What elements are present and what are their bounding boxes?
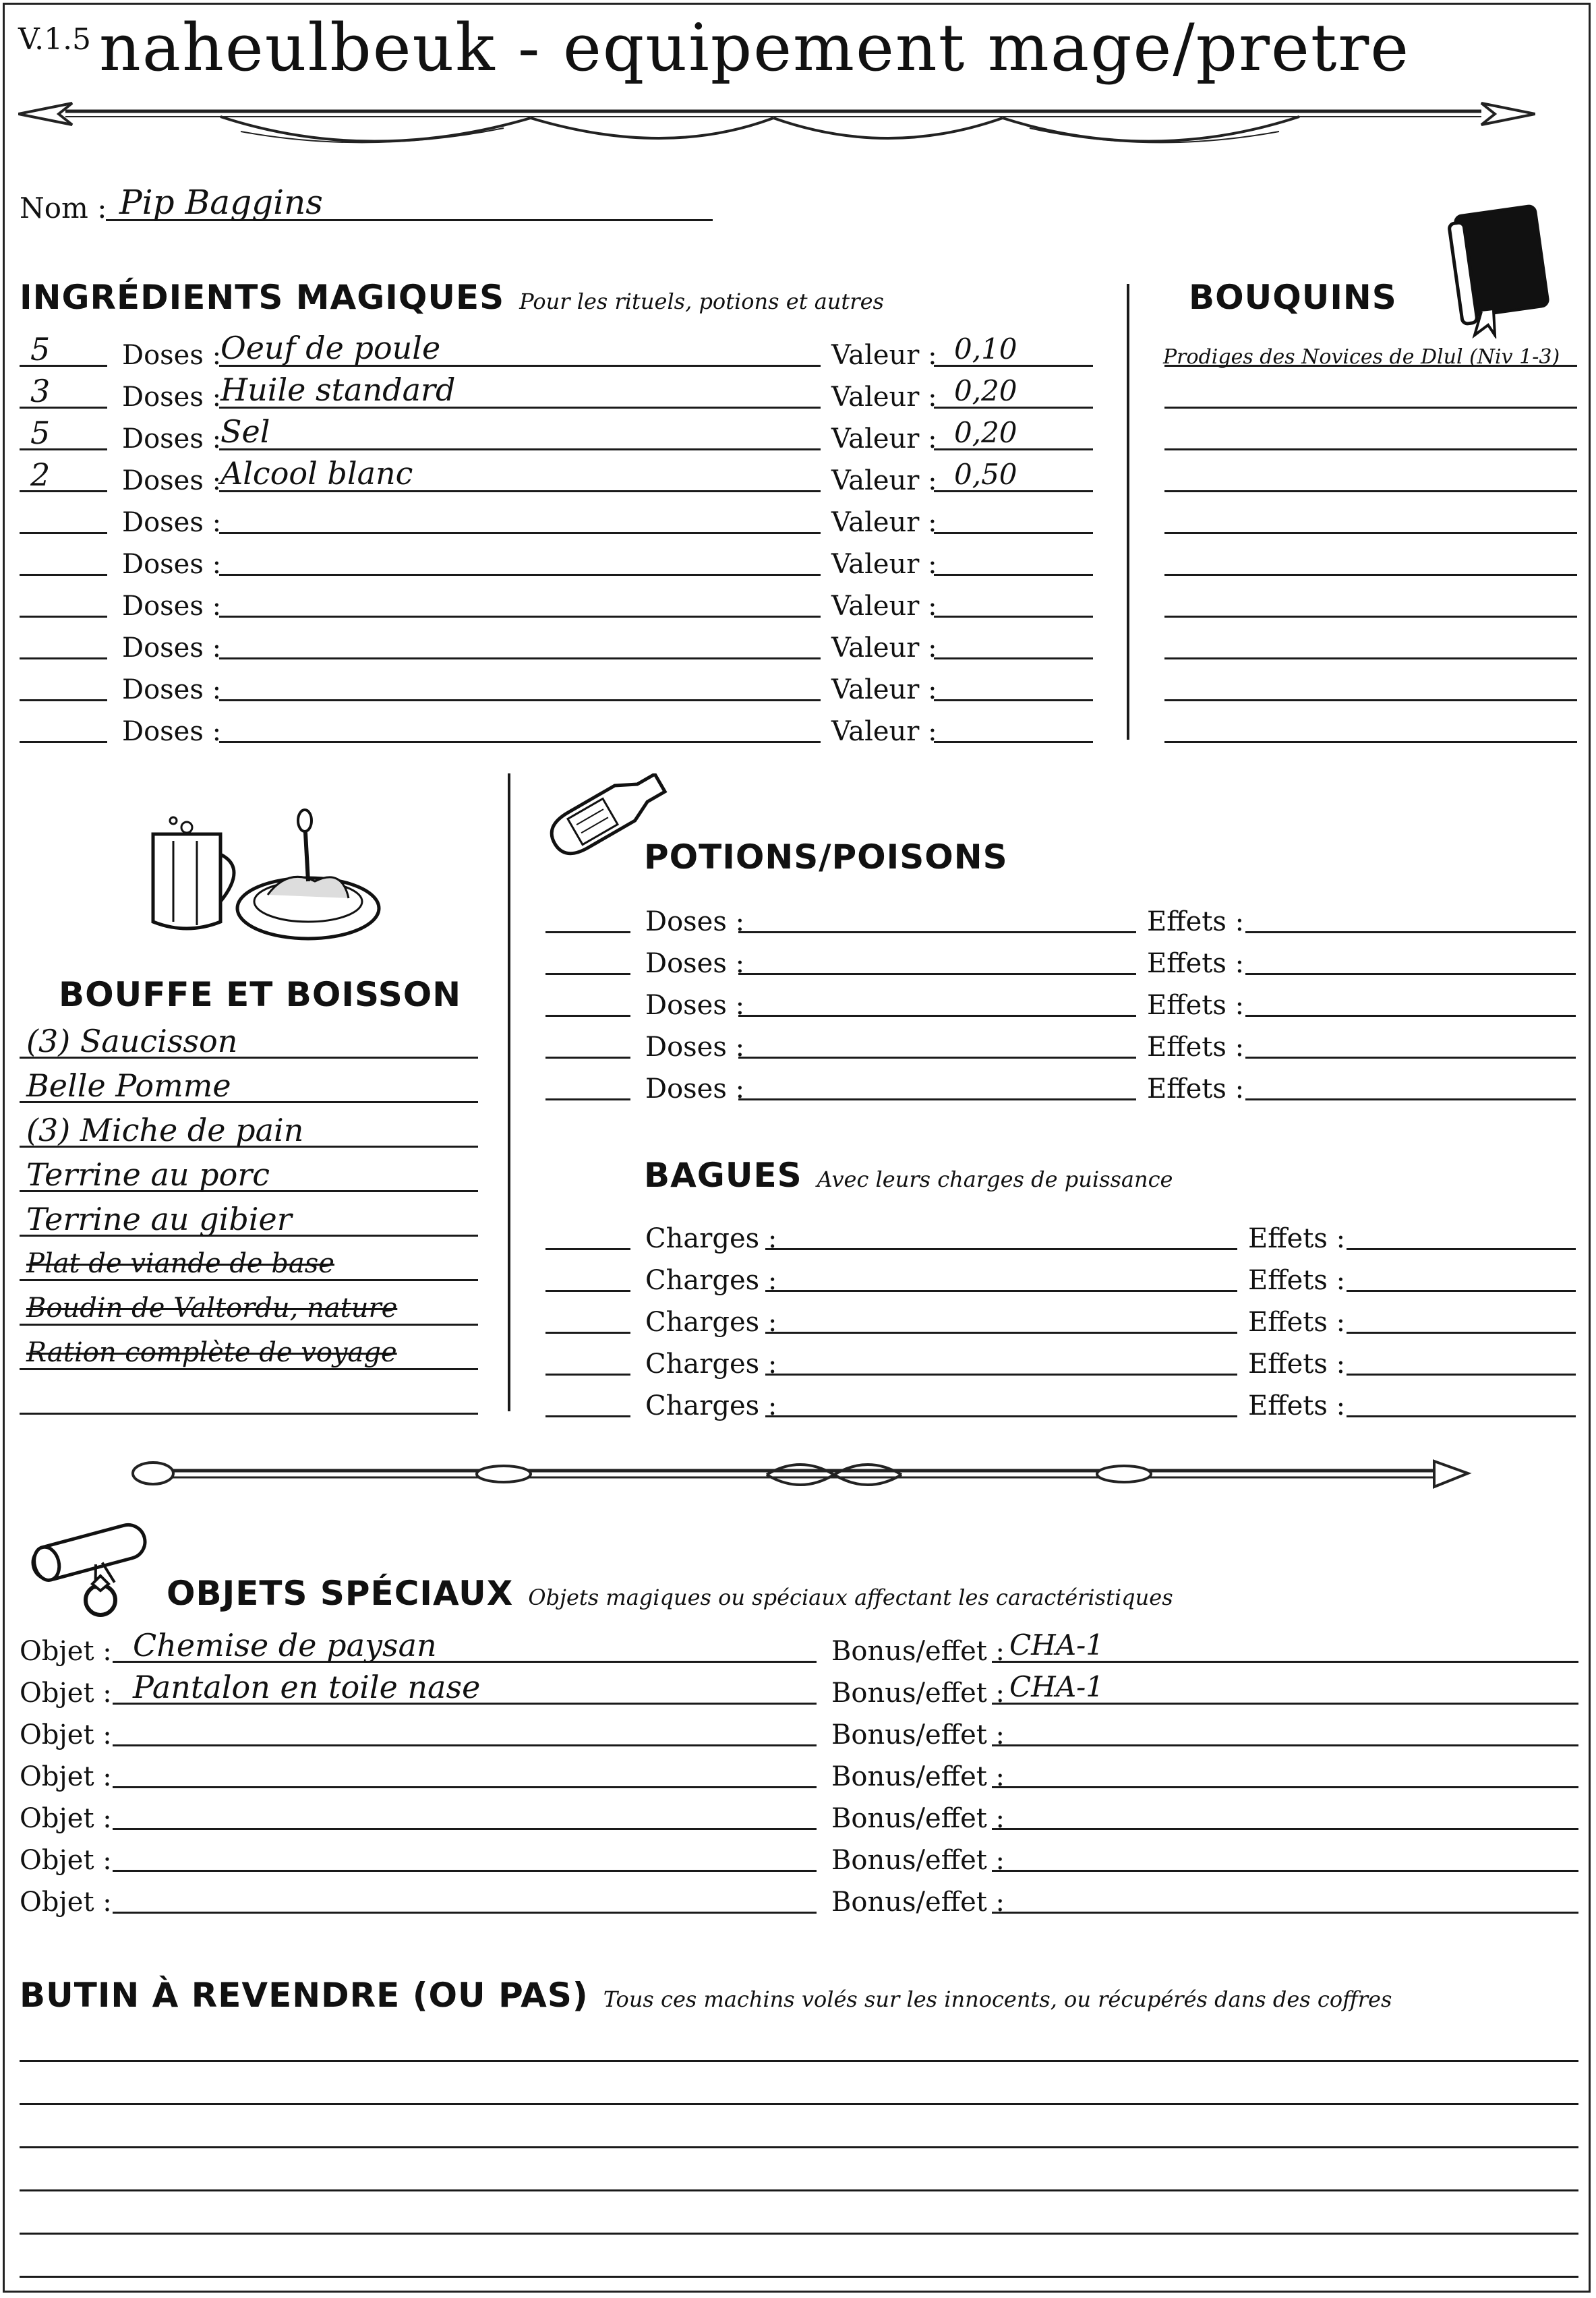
ingredients-title bbox=[20, 280, 884, 319]
ingredient-value[interactable]: 0,10 bbox=[954, 332, 1017, 365]
valeur-label: Valeur : bbox=[831, 716, 937, 747]
potion-qty-line[interactable] bbox=[545, 1015, 630, 1017]
doses-label: Doses : bbox=[122, 716, 222, 747]
ingredient-row bbox=[5, 583, 1111, 625]
book-row bbox=[1162, 667, 1580, 709]
doses-label: Doses : bbox=[122, 465, 222, 496]
potion-name-line[interactable] bbox=[738, 931, 1136, 933]
bouquins-title: BOUQUINS bbox=[1189, 278, 1397, 317]
ingredient-name[interactable]: Sel bbox=[220, 413, 270, 450]
food-row bbox=[5, 1066, 490, 1108]
book-line bbox=[1164, 532, 1577, 534]
character-sheet bbox=[3, 3, 1591, 2293]
objet-label: Objet : bbox=[20, 1845, 112, 1876]
objets-title bbox=[167, 1576, 1173, 1615]
potion-effect-line[interactable] bbox=[1245, 1057, 1576, 1059]
name-field[interactable]: Pip Baggins bbox=[119, 183, 323, 222]
ingredient-row bbox=[5, 500, 1111, 541]
potion-row bbox=[537, 899, 1583, 941]
objet-label: Objet : bbox=[20, 1678, 112, 1709]
book-line bbox=[1164, 741, 1577, 743]
book-row bbox=[1162, 541, 1580, 583]
ingredient-value-line bbox=[934, 657, 1093, 659]
potion-row bbox=[537, 982, 1583, 1024]
book-row bbox=[1162, 332, 1580, 374]
food-row bbox=[5, 1289, 490, 1330]
ingredient-qty[interactable]: 2 bbox=[30, 456, 51, 493]
book-row bbox=[1162, 625, 1580, 667]
food-line bbox=[20, 1413, 478, 1415]
butin-list bbox=[5, 2028, 1589, 2291]
objet-name-line bbox=[113, 1786, 817, 1788]
valeur-label: Valeur : bbox=[831, 507, 937, 538]
ingredients-title-text: INGRÉDIENTS MAGIQUES bbox=[20, 278, 505, 317]
valeur-label: Valeur : bbox=[831, 632, 937, 664]
ingredient-row bbox=[5, 374, 1111, 416]
effets-label: Effets : bbox=[1248, 1390, 1346, 1421]
potion-row bbox=[537, 941, 1583, 982]
bonus-label: Bonus/effet : bbox=[831, 1761, 1005, 1792]
ingredient-name-line bbox=[219, 574, 821, 576]
ingredient-name[interactable]: Alcool blanc bbox=[220, 455, 413, 492]
doses-label: Doses : bbox=[122, 382, 222, 413]
food-line bbox=[20, 1324, 478, 1326]
loot-line[interactable] bbox=[20, 2233, 1578, 2235]
objets-table bbox=[5, 1628, 1589, 1925]
doses-label: Doses : bbox=[122, 507, 222, 538]
ring-charges-line[interactable] bbox=[765, 1415, 1237, 1417]
book-row bbox=[1162, 458, 1580, 500]
ingredient-row bbox=[5, 332, 1111, 374]
version-label: V.1.5 bbox=[18, 22, 92, 57]
ingredient-value-line bbox=[934, 699, 1093, 701]
bonus-label: Bonus/effet : bbox=[831, 1845, 1005, 1876]
bouffe-list bbox=[5, 1022, 490, 1426]
ingredient-name-line bbox=[219, 616, 821, 618]
valeur-label: Valeur : bbox=[831, 423, 937, 454]
objet-row bbox=[5, 1837, 1589, 1879]
book-title[interactable]: Prodiges des Novices de Dlul (Niv 1-3) bbox=[1163, 345, 1560, 369]
ingredient-value-line bbox=[934, 574, 1093, 576]
ingredients-subtitle: Pour les rituels, potions et autres bbox=[519, 289, 884, 314]
ring-effect-line[interactable] bbox=[1347, 1332, 1576, 1334]
valeur-label: Valeur : bbox=[831, 674, 937, 705]
potion-effect-line[interactable] bbox=[1245, 1015, 1576, 1017]
objet-name[interactable]: Pantalon en toile nase bbox=[133, 1669, 481, 1705]
objet-name-line bbox=[113, 1912, 817, 1914]
ingredient-value[interactable]: 0,20 bbox=[954, 416, 1017, 449]
ring-row bbox=[537, 1258, 1583, 1299]
food-row bbox=[5, 1022, 490, 1063]
potion-qty-line[interactable] bbox=[545, 1057, 630, 1059]
doses-label: Doses : bbox=[122, 340, 222, 371]
doses-label: Doses : bbox=[122, 674, 222, 705]
ingredient-row bbox=[5, 667, 1111, 709]
ingredients-table bbox=[5, 332, 1111, 750]
ring-row bbox=[537, 1341, 1583, 1383]
butin-title-text: BUTIN À REVENDRE (OU PAS) bbox=[20, 1976, 589, 2015]
doses-label: Doses : bbox=[122, 591, 222, 622]
ingredient-row bbox=[5, 413, 1111, 458]
ingredient-qty[interactable]: 3 bbox=[30, 373, 51, 409]
objet-bonus[interactable]: CHA-1 bbox=[1009, 1628, 1104, 1661]
ring-charges-line[interactable] bbox=[765, 1374, 1237, 1376]
ingredient-qty-line bbox=[20, 741, 107, 743]
objet-label: Objet : bbox=[20, 1636, 112, 1667]
food-item[interactable]: Terrine au porc bbox=[26, 1156, 270, 1193]
loot-line[interactable] bbox=[20, 2146, 1578, 2148]
ring-effect-line[interactable] bbox=[1347, 1290, 1576, 1292]
food-row bbox=[5, 1244, 490, 1286]
food-item[interactable]: Plat de viande de base bbox=[26, 1248, 334, 1279]
objet-bonus-line bbox=[992, 1828, 1578, 1830]
effets-label: Effets : bbox=[1248, 1265, 1346, 1296]
valeur-label: Valeur : bbox=[831, 465, 937, 496]
book-line bbox=[1164, 490, 1577, 492]
ring-row bbox=[537, 1383, 1583, 1425]
bagues-table bbox=[537, 1216, 1583, 1438]
ingredients-bouquins-divider bbox=[1127, 284, 1129, 740]
ring-effect-line[interactable] bbox=[1347, 1415, 1576, 1417]
ingredient-value-line bbox=[934, 532, 1093, 534]
objet-label: Objet : bbox=[20, 1761, 112, 1792]
ingredient-qty[interactable]: 5 bbox=[30, 415, 51, 451]
bonus-label: Bonus/effet : bbox=[831, 1678, 1005, 1709]
effets-label: Effets : bbox=[1147, 906, 1245, 937]
butin-title bbox=[20, 1978, 1392, 2017]
food-line bbox=[20, 1368, 478, 1370]
food-platter-icon bbox=[140, 807, 382, 942]
ring-effect-line[interactable] bbox=[1347, 1374, 1576, 1376]
potion-effect-line[interactable] bbox=[1245, 973, 1576, 975]
food-row bbox=[5, 1155, 490, 1197]
ring-qty-line[interactable] bbox=[545, 1374, 630, 1376]
book-line bbox=[1164, 699, 1577, 701]
ring-qty-line[interactable] bbox=[545, 1415, 630, 1417]
objet-label: Objet : bbox=[20, 1803, 112, 1834]
ingredient-name-line bbox=[219, 699, 821, 701]
bagues-title-text: BAGUES bbox=[644, 1156, 802, 1195]
objet-row bbox=[5, 1754, 1589, 1796]
valeur-label: Valeur : bbox=[831, 382, 937, 413]
objet-label: Objet : bbox=[20, 1719, 112, 1750]
potions-title: POTIONS/POISONS bbox=[644, 837, 1008, 877]
objet-bonus-line bbox=[992, 1912, 1578, 1914]
food-item[interactable]: (3) Saucisson bbox=[26, 1023, 238, 1059]
charges-label: Charges : bbox=[645, 1349, 777, 1380]
food-item[interactable]: Boudin de Valtordu, nature bbox=[26, 1293, 398, 1324]
ring-qty-line[interactable] bbox=[545, 1332, 630, 1334]
ingredient-qty-line bbox=[20, 616, 107, 618]
food-row bbox=[5, 1200, 490, 1241]
bonus-label: Bonus/effet : bbox=[831, 1803, 1005, 1834]
food-line bbox=[20, 1279, 478, 1281]
doses-label: Doses : bbox=[645, 906, 745, 937]
objet-bonus[interactable]: CHA-1 bbox=[1009, 1670, 1104, 1703]
potion-row bbox=[537, 1024, 1583, 1066]
potion-name-line[interactable] bbox=[738, 1015, 1136, 1017]
page-title: naheulbeuk - equipement mage/pretre bbox=[99, 10, 1411, 86]
ring-qty-line[interactable] bbox=[545, 1248, 630, 1250]
effets-label: Effets : bbox=[1147, 990, 1245, 1021]
potion-qty-line[interactable] bbox=[545, 1098, 630, 1100]
book-line bbox=[1164, 616, 1577, 618]
potion-effect-line[interactable] bbox=[1245, 931, 1576, 933]
bonus-label: Bonus/effet : bbox=[831, 1887, 1005, 1918]
ring-charges-line[interactable] bbox=[765, 1290, 1237, 1292]
book-icon bbox=[1434, 197, 1556, 338]
doses-label: Doses : bbox=[122, 632, 222, 664]
ingredient-row bbox=[5, 625, 1111, 667]
ingredient-value[interactable]: 0,20 bbox=[954, 374, 1017, 407]
ingredient-qty-line bbox=[20, 532, 107, 534]
food-row bbox=[5, 1333, 490, 1375]
ring-charges-line[interactable] bbox=[765, 1248, 1237, 1250]
objet-name-line bbox=[113, 1828, 817, 1830]
loot-line[interactable] bbox=[20, 2189, 1578, 2191]
butin-subtitle: Tous ces machins volés sur les innocents, ou récupérés dans des coffres bbox=[603, 1986, 1392, 2012]
food-row bbox=[5, 1378, 490, 1419]
valeur-label: Valeur : bbox=[831, 549, 937, 580]
effets-label: Effets : bbox=[1147, 948, 1245, 979]
book-row bbox=[1162, 709, 1580, 750]
potion-name-line[interactable] bbox=[738, 1057, 1136, 1059]
book-row bbox=[1162, 583, 1580, 625]
objet-bonus-line bbox=[992, 1870, 1578, 1872]
doses-label: Doses : bbox=[122, 549, 222, 580]
objet-bonus-line bbox=[992, 1744, 1578, 1746]
book-line bbox=[1164, 407, 1577, 409]
potion-row bbox=[537, 1066, 1583, 1108]
ring-qty-line[interactable] bbox=[545, 1290, 630, 1292]
ingredient-name-line bbox=[219, 448, 821, 450]
objet-row bbox=[5, 1879, 1589, 1921]
potion-qty-line[interactable] bbox=[545, 973, 630, 975]
food-item[interactable]: Terrine au gibier bbox=[26, 1201, 292, 1237]
effets-label: Effets : bbox=[1147, 1032, 1245, 1063]
objet-row bbox=[5, 1796, 1589, 1837]
objet-row bbox=[5, 1628, 1589, 1670]
objets-subtitle: Objets magiques ou spéciaux affectant les caractéristiques bbox=[528, 1585, 1173, 1610]
objet-name[interactable]: Chemise de paysan bbox=[133, 1627, 437, 1663]
ingredient-value[interactable]: 0,50 bbox=[954, 458, 1017, 491]
objets-title-text: OBJETS SPÉCIAUX bbox=[167, 1574, 514, 1613]
ingredient-name-line bbox=[219, 532, 821, 534]
book-line bbox=[1164, 574, 1577, 576]
ingredient-name-line bbox=[219, 657, 821, 659]
ring-charges-line[interactable] bbox=[765, 1332, 1237, 1334]
loot-line[interactable] bbox=[20, 2276, 1578, 2278]
food-row bbox=[5, 1111, 490, 1152]
effets-label: Effets : bbox=[1147, 1073, 1245, 1104]
doses-label: Doses : bbox=[645, 1032, 745, 1063]
ingredient-value-line bbox=[934, 616, 1093, 618]
bonus-label: Bonus/effet : bbox=[831, 1636, 1005, 1667]
sword-divider-icon bbox=[18, 91, 1535, 152]
valeur-label: Valeur : bbox=[831, 340, 937, 371]
objet-bonus-line bbox=[992, 1786, 1578, 1788]
ring-row bbox=[537, 1299, 1583, 1341]
ingredient-row bbox=[5, 709, 1111, 750]
ingredient-row bbox=[5, 455, 1111, 500]
doses-label: Doses : bbox=[645, 948, 745, 979]
food-item[interactable]: Belle Pomme bbox=[26, 1067, 231, 1104]
book-line bbox=[1164, 657, 1577, 659]
bonus-label: Bonus/effet : bbox=[831, 1719, 1005, 1750]
book-row bbox=[1162, 416, 1580, 458]
staff-divider-icon bbox=[126, 1448, 1475, 1502]
book-row bbox=[1162, 500, 1580, 541]
effets-label: Effets : bbox=[1248, 1223, 1346, 1254]
doses-label: Doses : bbox=[645, 1073, 745, 1104]
food-item[interactable]: (3) Miche de pain bbox=[26, 1112, 304, 1148]
ingredient-qty[interactable]: 5 bbox=[30, 331, 51, 367]
book-row bbox=[1162, 374, 1580, 416]
ingredient-qty-line bbox=[20, 699, 107, 701]
ingredient-name-line bbox=[219, 741, 821, 743]
charges-label: Charges : bbox=[645, 1390, 777, 1421]
objet-row bbox=[5, 1670, 1589, 1712]
bouquins-list bbox=[1162, 332, 1580, 750]
loot-line[interactable] bbox=[20, 2060, 1578, 2062]
ring-row bbox=[537, 1216, 1583, 1258]
effets-label: Effets : bbox=[1248, 1307, 1346, 1338]
ingredient-qty-line bbox=[20, 574, 107, 576]
ingredient-row bbox=[5, 541, 1111, 583]
doses-label: Doses : bbox=[122, 423, 222, 454]
bouffe-title: BOUFFE ET BOISSON bbox=[59, 975, 462, 1014]
bagues-subtitle: Avec leurs charges de puissance bbox=[817, 1167, 1173, 1192]
bouffe-potions-divider bbox=[508, 773, 510, 1411]
doses-label: Doses : bbox=[645, 990, 745, 1021]
potion-qty-line[interactable] bbox=[545, 931, 630, 933]
name-label: Nom : bbox=[20, 192, 107, 225]
ingredient-name[interactable]: Huile standard bbox=[220, 372, 456, 408]
charges-label: Charges : bbox=[645, 1265, 777, 1296]
objet-row bbox=[5, 1712, 1589, 1754]
objet-name-line bbox=[113, 1870, 817, 1872]
potion-name-line[interactable] bbox=[738, 1098, 1136, 1100]
objet-label: Objet : bbox=[20, 1887, 112, 1918]
potion-name-line[interactable] bbox=[738, 973, 1136, 975]
loot-line[interactable] bbox=[20, 2103, 1578, 2105]
bagues-title bbox=[644, 1158, 1173, 1197]
potions-table bbox=[537, 899, 1583, 1121]
ingredient-value-line bbox=[934, 741, 1093, 743]
food-item[interactable]: Ration complète de voyage bbox=[26, 1337, 397, 1368]
ring-icon bbox=[79, 1573, 122, 1620]
charges-label: Charges : bbox=[645, 1307, 777, 1338]
potion-effect-line[interactable] bbox=[1245, 1098, 1576, 1100]
objet-name-line bbox=[113, 1744, 817, 1746]
ingredient-qty-line bbox=[20, 657, 107, 659]
ring-effect-line[interactable] bbox=[1347, 1248, 1576, 1250]
valeur-label: Valeur : bbox=[831, 591, 937, 622]
ingredient-name[interactable]: Oeuf de poule bbox=[220, 330, 441, 366]
book-line bbox=[1164, 448, 1577, 450]
charges-label: Charges : bbox=[645, 1223, 777, 1254]
effets-label: Effets : bbox=[1248, 1349, 1346, 1380]
